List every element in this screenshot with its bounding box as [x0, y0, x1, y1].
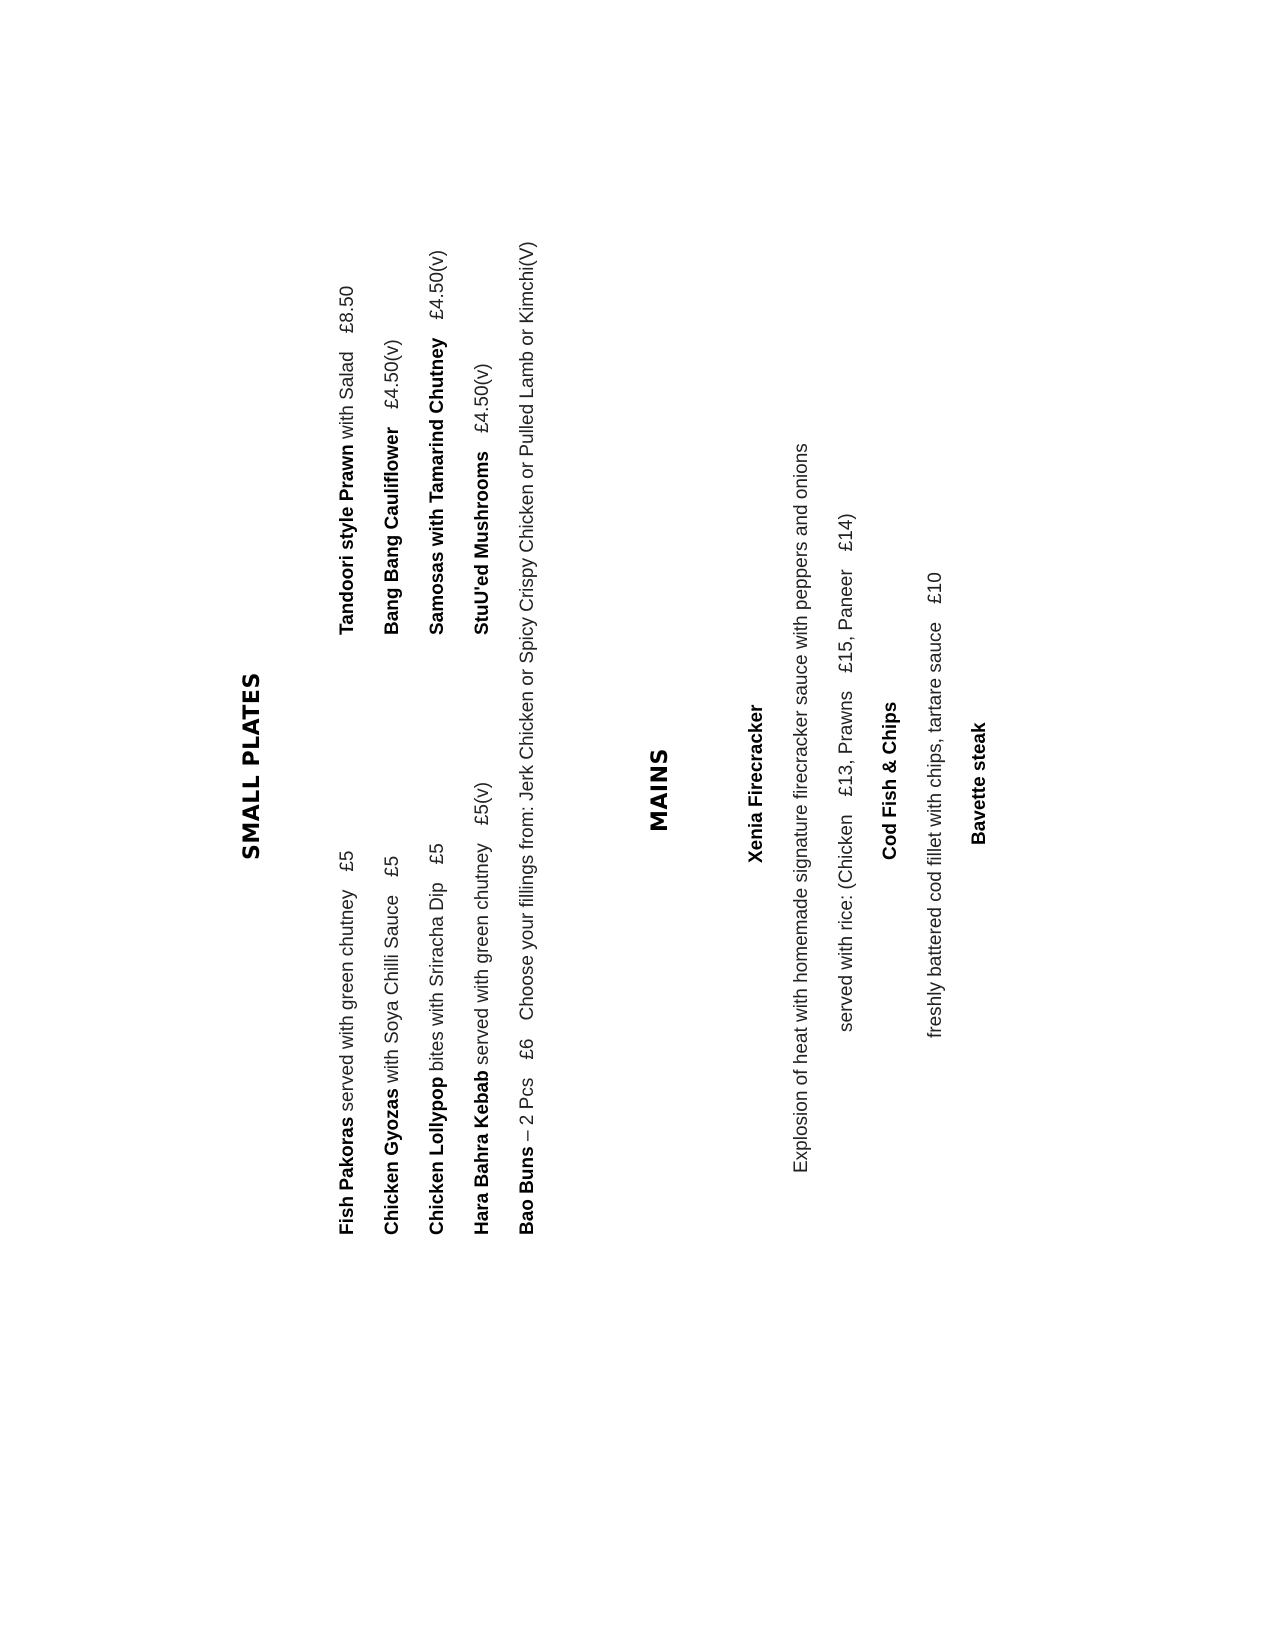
cod-fish-chips-title: Cod Fish & Chips [880, 701, 901, 860]
item-price: £4.50(v) [382, 339, 403, 410]
price-paneer: £14) [836, 513, 857, 552]
item-qty: – 2 Pcs [517, 1077, 538, 1147]
item-desc: with Soya Chilli Sauce [382, 894, 403, 1089]
cod-fish-chips-desc [924, 572, 948, 1038]
item-desc: freshly battered cod fillet with chips, tartare sauce [925, 621, 946, 1038]
item-name: Hara Bahra Kebab [472, 1070, 493, 1235]
item-desc: served with green chutney [472, 843, 493, 1071]
served-with: served with rice: (Chicken [836, 814, 857, 1032]
item-price: £8.50 [337, 285, 358, 334]
item-name: Fish Pakoras [337, 1116, 358, 1235]
menu-item-fish-pakoras [336, 851, 360, 1236]
item-desc: with Salad [337, 351, 358, 445]
xenia-firecracker-desc: Explosion of heat with homemade signature firecracker sauce with peppers and onions [791, 443, 812, 1173]
item-price: £5 [337, 850, 358, 872]
item-name: Bang Bang Cauliflower [382, 427, 403, 635]
item-name: Tandoori style Prawn [337, 444, 358, 635]
small-plates-heading: SMALL PLATES [240, 672, 265, 860]
xenia-firecracker-title: Xenia Firecracker [746, 704, 767, 863]
menu-item-chicken-gyozas [381, 856, 405, 1235]
item-price: £5(v) [472, 781, 493, 826]
item-name: Chicken Gyozas [382, 1088, 403, 1235]
item-desc: served with green chutney [337, 889, 358, 1117]
item-name: Samosas with Tamarind Chutney [427, 337, 448, 635]
item-name: StuU'ed Mushrooms [472, 451, 493, 635]
menu-item-tandoori-prawn [336, 286, 360, 635]
item-desc: Choose your fillings from: Jerk Chicken or Spicy Crispy Chicken or Pulled Lamb or Kimchi(V) [517, 241, 538, 1021]
item-name: Chicken Lollypop [427, 1076, 448, 1235]
item-price: £5 [382, 855, 403, 877]
menu-item-hara-bahra-kebab [471, 782, 495, 1235]
menu-item-samosas [426, 250, 450, 635]
menu-item-bang-bang-cauliflower [381, 339, 405, 635]
item-price: £10 [925, 572, 946, 604]
mains-heading: MAINS [648, 748, 673, 832]
price-chicken: £13, Prawns [836, 690, 857, 797]
menu-item-stuffed-mushrooms [471, 363, 495, 635]
price-prawns: £15, Paneer [836, 569, 857, 673]
item-name: Bao Buns [517, 1146, 538, 1235]
bavette-steak-title: Bavette steak [969, 722, 990, 845]
item-price: £4.50(v) [472, 363, 493, 434]
item-price: £4.50(v) [427, 249, 448, 320]
menu-item-chicken-lollypop [426, 843, 450, 1235]
item-price: £6 [517, 1038, 538, 1060]
item-desc: bites with Sriracha Dip [427, 882, 448, 1077]
menu-item-bao-buns [516, 241, 540, 1235]
xenia-firecracker-prices [835, 513, 859, 1032]
item-price: £5 [427, 843, 448, 865]
